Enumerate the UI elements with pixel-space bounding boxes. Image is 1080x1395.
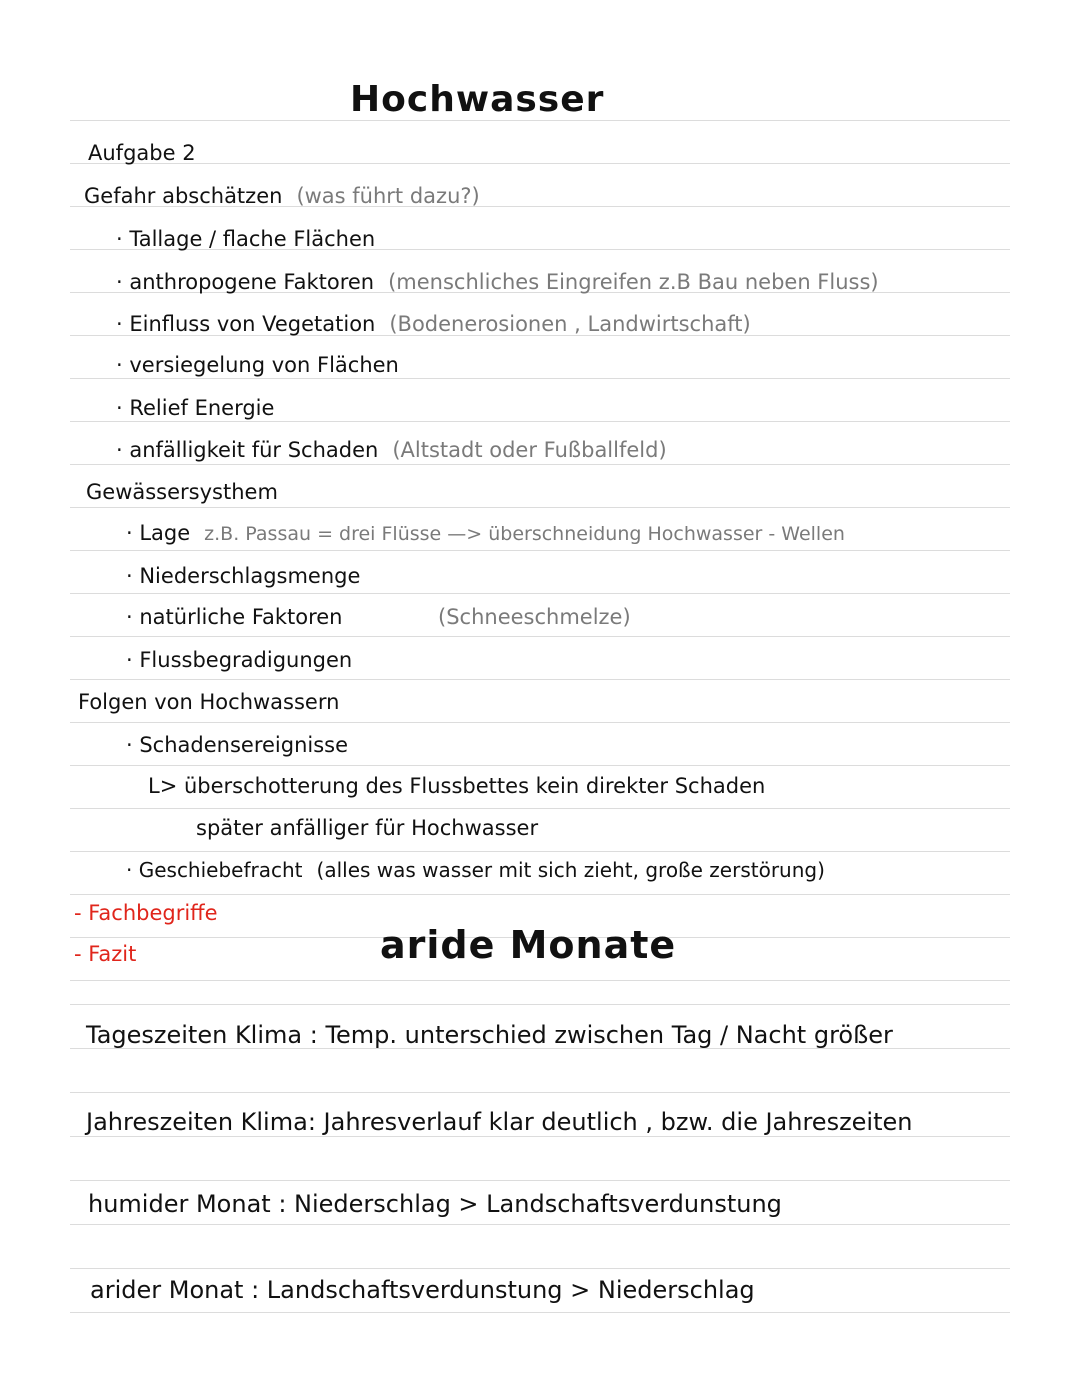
item-text: · Lage bbox=[126, 521, 191, 545]
list-item bbox=[126, 523, 845, 544]
list-item bbox=[126, 566, 374, 587]
item-text: · Einfluss von Vegetation bbox=[116, 312, 376, 336]
definition-line: humider Monat : Niederschlag > Landschaftsverdunstung bbox=[88, 1190, 782, 1218]
gefahr-heading-note: (was führt dazu?) bbox=[296, 184, 480, 208]
item-text: · Niederschlagsmenge bbox=[126, 564, 361, 588]
red-note: - Fazit bbox=[74, 942, 137, 966]
list-item: · Schadensereignisse bbox=[126, 733, 349, 757]
item-text: · Flussbegradigungen bbox=[126, 648, 353, 672]
red-note: - Fachbegriffe bbox=[74, 901, 218, 925]
task-label: Aufgabe 2 bbox=[88, 141, 196, 165]
list-item bbox=[116, 398, 288, 419]
item-text: · anthropogene Faktoren bbox=[116, 270, 375, 294]
item-note: (alles was wasser mit sich zieht, große zerstörung) bbox=[316, 858, 825, 882]
page-title: Hochwasser bbox=[350, 79, 605, 120]
list-item bbox=[116, 355, 413, 376]
item-note: z.B. Passau = drei Flüsse —> überschneidung Hochwasser - Wellen bbox=[204, 523, 845, 545]
folgen-heading: Folgen von Hochwassern bbox=[78, 690, 340, 714]
item-text: · natürliche Faktoren bbox=[126, 605, 343, 629]
gefahr-heading-text: Gefahr abschätzen bbox=[84, 184, 283, 208]
item-text: · Tallage / flache Flächen bbox=[116, 227, 376, 251]
definition-line: Jahreszeiten Klima: Jahresverlauf klar deutlich , bzw. die Jahreszeiten bbox=[86, 1108, 913, 1136]
list-item bbox=[126, 860, 825, 880]
item-note: (Schneeschmelze) bbox=[438, 605, 631, 629]
item-text: · Geschiebefracht bbox=[126, 858, 303, 882]
definition-line: Tageszeiten Klima : Temp. unterschied zwischen Tag / Nacht größer bbox=[86, 1021, 893, 1049]
gewaesser-heading: Gewässersysthem bbox=[86, 480, 278, 504]
item-text: · Relief Energie bbox=[116, 396, 275, 420]
item-note: (menschliches Eingreifen z.B Bau neben Fluss) bbox=[388, 270, 879, 294]
sub-line: L> überschotterung des Flussbettes kein direkter Schaden bbox=[148, 774, 766, 798]
list-item bbox=[126, 607, 631, 628]
list-item bbox=[116, 272, 879, 293]
definition-line: arider Monat : Landschaftsverdunstung > Niederschlag bbox=[90, 1276, 755, 1304]
section-subtitle: aride Monate bbox=[380, 923, 677, 967]
item-note: (Altstadt oder Fußballfeld) bbox=[392, 438, 667, 462]
item-text: · anfälligkeit für Schaden bbox=[116, 438, 379, 462]
list-item bbox=[116, 314, 751, 335]
list-item bbox=[126, 650, 366, 671]
list-item bbox=[116, 229, 389, 250]
list-item bbox=[116, 440, 667, 461]
item-text: · versiegelung von Flächen bbox=[116, 353, 399, 377]
gefahr-heading bbox=[84, 186, 480, 207]
item-note: (Bodenerosionen , Landwirtschaft) bbox=[389, 312, 751, 336]
sub-line: später anfälliger für Hochwasser bbox=[196, 816, 539, 840]
